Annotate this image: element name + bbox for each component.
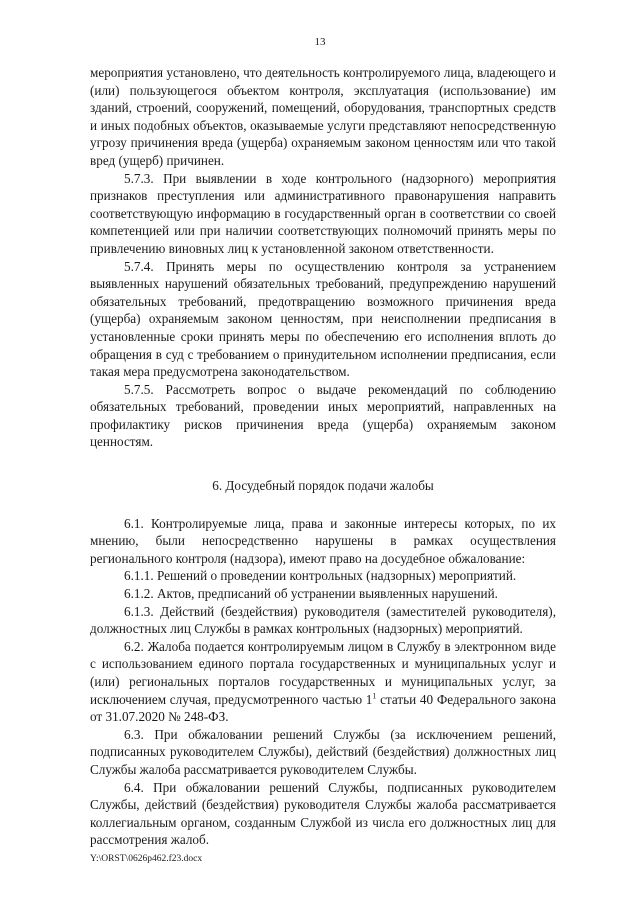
paragraph-6-1-1: 6.1.1. Решений о проведении контрольных (надзорных) мероприятий.	[124, 568, 517, 584]
section-6-heading: 6. Досудебный порядок подачи жалобы	[212, 478, 434, 494]
paragraph-5-7-5: 5.7.5. Рассмотреть вопрос о выдаче рекомендаций по соблюдению обязательных требований, проведении иных мероприятий, направленных на профилактику рисков причинения вреда (ущерба) охраняемым законом ценностям.	[90, 381, 556, 450]
paragraph-6-2-text-end: статьи 40 Федерального закона от 31.07.2020 № 248-ФЗ.	[90, 691, 556, 725]
paragraph-5-7-4: 5.7.4. Принять меры по осуществлению контроля за устранением выявленных нарушений обязательных требований, предупреждению нарушений обязательных требований, предотвращению возможного причинения вреда (ущерба) охраняемым законом ценностям, при неисполнении предписания в установленные сроки принять меры по обеспечению его исполнения вплоть до обращения в суд с требованием о принудительном исполнении предписания, если такая мера предусмотрена законодательством.	[90, 258, 556, 380]
paragraph-continuation: мероприятия установлено, что деятельность контролируемого лица, владеющего и (или) пользующегося объектом контроля, эксплуатация (использование) им зданий, строений, сооружений, помещений, оборудования, транспортных средств и иных подобных объектов, оказываемые услуги представляют непосредственную угрозу причинения вреда (ущерба) охраняемым законом ценностям или что такой вред (ущерб) причинен.	[90, 65, 556, 168]
paragraph-6-2-superscript: 1	[372, 691, 377, 701]
paragraph-6-1-2: 6.1.2. Актов, предписаний об устранении выявленных нарушений.	[124, 586, 498, 602]
page-number: 13	[314, 36, 326, 48]
paragraph-6-4: 6.4. При обжаловании решений Службы, подписанных руководителем Службы, действий (бездействия) руководителя Службы жалоба рассматривается коллегиальным органом, созданным Службой из числа его должностных лиц для рассмотрения жалоб.	[90, 779, 556, 848]
paragraph-6-3: 6.3. При обжаловании решений Службы (за исключением решений, подписанных руководителем Службы), действий (бездействия) должностных лиц Службы жалоба рассматривается руководителем Службы.	[90, 726, 556, 777]
paragraph-6-1-3: 6.1.3. Действий (бездействия) руководителя (заместителей руководителя), должностных лиц Службы в рамках контрольных (надзорных) мероприятий.	[90, 603, 556, 637]
paragraph-5-7-3: 5.7.3. При выявлении в ходе контрольного (надзорного) мероприятия признаков преступления или административного правонарушения направить соответствующую информацию в государственный орган в соответствии со своей компетенцией или при наличии соответствующих полномочий принять меры по привлечению виновных лиц к установленной законом ответственности.	[90, 170, 556, 256]
file-path-footer: Y:\ORST\0626p462.f23.docx	[90, 854, 203, 864]
paragraph-6-2	[90, 638, 556, 726]
document-body	[90, 64, 556, 849]
paragraph-6-1: 6.1. Контролируемые лица, права и законные интересы которых, по их мнению, были непосредственно нарушены в рамках осуществления регионального контроля (надзора), имеют право на досудебное обжалование:	[90, 515, 556, 566]
paragraph-6-2-text: 6.2. Жалоба подается контролируемым лицом в Службу в электронном виде с использованием единого портала государственных и муниципальных услуг и (или) региональных порталов государственных и муниципальных услуг, за исключением случая, предусмотренного частью 1	[90, 638, 556, 707]
